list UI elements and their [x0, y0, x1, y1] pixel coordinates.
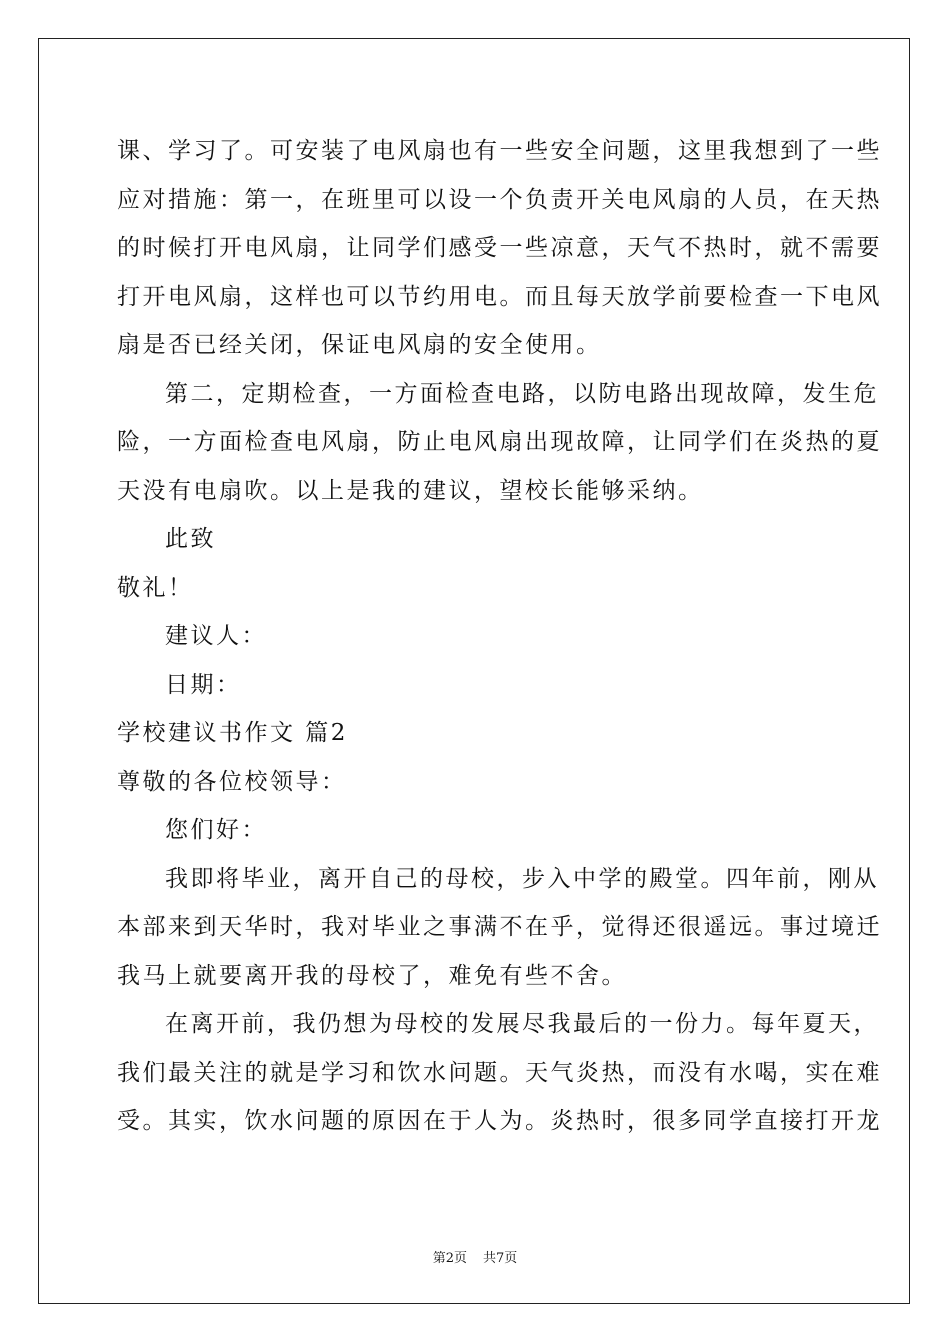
text-line: 应对措施：第一，在班里可以设一个负责开关电风扇的人员，在天热	[117, 186, 882, 213]
greeting-hello: 您们好：	[165, 817, 267, 843]
page-footer	[0, 1247, 950, 1266]
proposer-label: 建议人：	[165, 623, 267, 649]
text-line: 我马上就要离开我的母校了，难免有些不舍。	[117, 962, 627, 989]
text-line: 受。其实，饮水问题的原因在于人为。炎热时，很多同学直接打开龙	[117, 1108, 882, 1134]
document-body	[117, 127, 882, 1146]
text-line: 我即将毕业，离开自己的母校，步入中学的殿堂。四年前，刚从	[165, 865, 879, 892]
text-line: 我们最关注的就是学习和饮水问题。天气炎热，而没有水喝，实在难	[117, 1059, 882, 1086]
text-line: 天没有电扇吹。以上是我的建议，望校长能够采纳。	[117, 477, 704, 504]
text-line: 课、学习了。可安装了电风扇也有一些安全问题，这里我想到了一些	[117, 138, 882, 164]
text-line: 险，一方面检查电风扇，防止电风扇出现故障，让同学们在炎热的夏	[117, 429, 882, 455]
page-total: 共7页	[483, 1251, 518, 1266]
text-line: 的时候打开电风扇，让同学们感受一些凉意，天气不热时，就不需要	[117, 235, 882, 261]
text-line: 第二，定期检查，一方面检查电路，以防电路出现故障，发生危	[165, 380, 879, 407]
text-line: 打开电风扇，这样也可以节约用电。而且每天放学前要检查一下电风	[117, 283, 882, 310]
closing-phrase: 此致	[165, 526, 216, 552]
page-number: 第2页	[432, 1251, 467, 1266]
greeting: 尊敬的各位校领导：	[117, 768, 347, 795]
date-label: 日期：	[165, 671, 242, 698]
section-title: 学校建议书作文 篇2	[117, 720, 348, 746]
text-line: 在离开前，我仍想为母校的发展尽我最后的一份力。每年夏天，	[165, 1011, 879, 1037]
salutation: 敬礼！	[117, 574, 194, 601]
text-line: 本部来到天华时，我对毕业之事满不在乎，觉得还很遥远。事过境迁	[117, 914, 882, 940]
text-line: 扇是否已经关闭，保证电风扇的安全使用。	[117, 332, 602, 358]
